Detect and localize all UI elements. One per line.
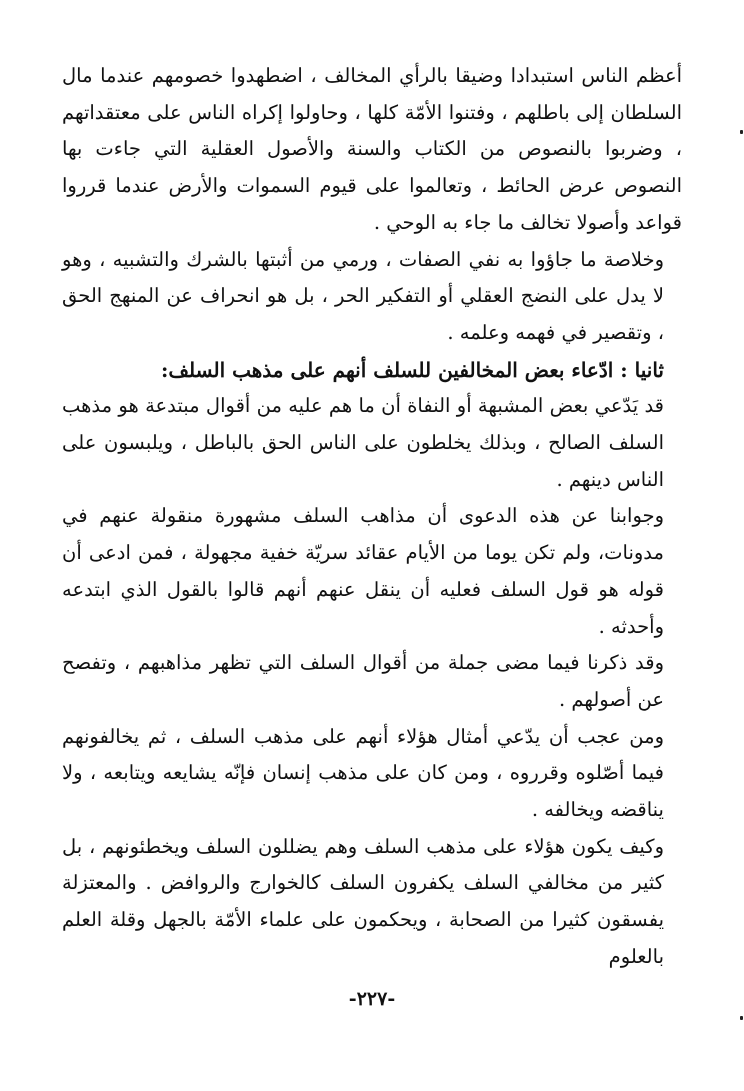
- text-line: وخلاصة ما جاؤوا به نفي الصفات ، ورمي من أثبتها بالشرك والتشبيه ، وهو لا: [62, 247, 664, 308]
- body-text: [62, 58, 682, 976]
- paragraph-3: [62, 388, 682, 498]
- paragraph-7: [62, 829, 682, 976]
- text-line: وجوابنا عن هذه الدعوى أن مذاهب السلف مشهورة منقولة عنهم في: [62, 504, 664, 528]
- text-line: قول السلف فعليه أن ينقل عنهم أنهم قالوا بالقول الذي ابتدعه وأحدثه .: [62, 577, 664, 638]
- paragraph-1: [62, 58, 682, 242]
- text-line: مدونات، ولم تكن يوما من الأيام عقائد سريّة خفية مجهولة ، فمن ادعى أن قوله هو: [62, 541, 664, 601]
- text-line: ومن عجب أن يدّعي أمثال هؤلاء أنهم على مذهب السلف ، ثم يخالفونهم فيما: [62, 724, 664, 785]
- text-line: وضربوا بالنصوص من الكتاب والسنة والأصول العقلية التي جاءت بها النصوص: [62, 137, 682, 198]
- text-line: دينهم .: [556, 467, 611, 491]
- text-line: يدل على النضج العقلي أو التفكير الحر ، بل هو انحراف عن المنهج الحق ، وتقصير: [62, 284, 664, 344]
- paragraph-4: [62, 498, 682, 645]
- text-line: أصولهم .: [558, 687, 632, 711]
- text-line: السلف الصالح ، وبذلك يخلطون على الناس الحق بالباطل ، ويلبسون على الناس: [62, 431, 664, 491]
- text-line: يفسقون كثيرا من الصحابة ، ويحكمون على علماء الأمّة بالجهل وقلة العلم بالعلوم: [62, 908, 664, 968]
- text-line: قد يَدّعي بعض المشبهة أو النفاة أن ما هم عليه من أقوال مبتدعة هو مذهب: [62, 394, 664, 418]
- page-number: -٢٢٧-: [348, 988, 396, 1010]
- scan-speck: [740, 130, 743, 134]
- text-line: تخالف ما جاء به الوحي .: [373, 210, 571, 234]
- text-line: بل كثير من مخالفي السلف يكفرون السلف كالخوارج والروافض . والمعتزلة: [62, 834, 664, 895]
- text-line: السلطان إلى باطلهم ، وفتنوا الأمّة كلها ، وحاولوا إكراه الناس على معتقداتهم ،: [62, 100, 683, 161]
- paragraph-5: [62, 645, 682, 718]
- text-line: أصّلوه وقرروه ، ومن كان على مذهب إنسان فإنّه يشايعه ويتابعه ، ولا يناقضه: [62, 761, 664, 822]
- text-line: في فهمه وعلمه .: [447, 320, 588, 344]
- section-heading: ثانيا : ادّعاء بعض المخالفين للسلف أنهم على مذهب السلف:: [160, 357, 664, 382]
- text-line: أعظم الناس استبدادا وضيقا بالرأي المخالف ، اضطهدوا خصومهم عندما مال: [62, 64, 682, 87]
- paragraph-2: [62, 242, 682, 352]
- text-line: وكيف يكون هؤلاء على مذهب السلف وهم يضللون السلف ويخطئونهم ،: [89, 834, 665, 858]
- text-line: ويخالفه .: [531, 798, 604, 822]
- scan-speck: [740, 1016, 743, 1020]
- text-line: وقد ذكرنا فيما مضى جملة من أقوال السلف التي تظهر مذاهبهم ، وتفصح عن: [62, 651, 664, 711]
- text-line: عرض الحائط ، وتعالموا على قيوم السموات والأرض عندما قرروا قواعد وأصولا: [62, 174, 682, 234]
- paragraph-6: [62, 719, 682, 829]
